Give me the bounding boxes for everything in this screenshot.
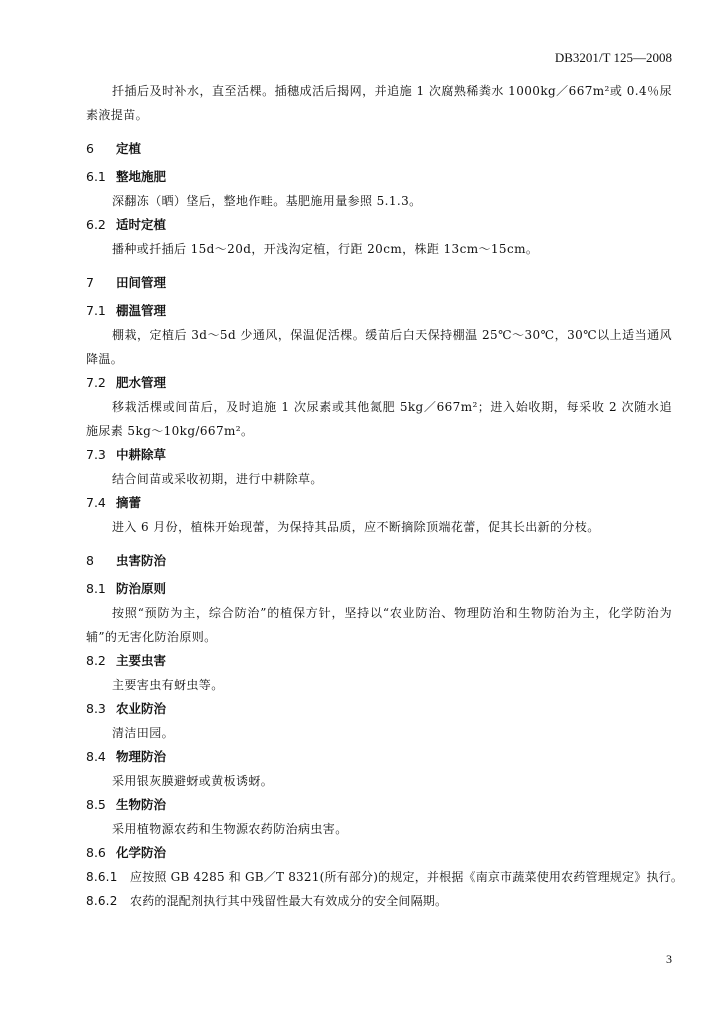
subsection-number: 8.1 [86,581,106,596]
section-number: 8 [86,553,94,568]
page-number: 3 [666,952,672,966]
subsection-6-2-heading [86,213,672,237]
subsection-8-5-heading [86,793,672,817]
subsection-7-1-text: 棚栽，定植后 3d～5d 少通风，保温促活棵。缓苗后白天保持棚温 25℃～30℃，30℃以上适当通风降温。 [86,328,672,366]
subsection-title: 防治原则 [116,581,167,596]
subsection-title: 适时定植 [116,217,167,232]
subsection-7-3-text: 结合间苗或采收初期，进行中耕除草。 [112,472,323,486]
section-title: 虫害防治 [116,553,167,568]
subsection-number: 8.2 [86,653,106,668]
subsection-8-5-text: 采用植物源农药和生物源农药防治病虫害。 [112,822,348,836]
subsection-7-3-heading [86,443,672,467]
subsection-title: 物理防治 [116,749,167,764]
subsection-number: 6.2 [86,217,106,232]
subsection-title: 棚温管理 [116,303,167,318]
subsection-number: 6.1 [86,169,106,184]
subsection-title: 农业防治 [116,701,167,716]
section-8-heading [86,549,672,573]
section-6-heading [86,137,672,161]
intro-paragraph: 扦插后及时补水，直至活棵。插穗成活后揭网，并追施 1 次腐熟稀粪水 1000kg／667m²或 0.4％尿素液提苗。 [86,84,672,122]
subsection-7-4-text: 进入 6 月份，植株开始现蕾，为保持其品质，应不断摘除顶端花蕾，促其长出新的分枝。 [112,520,600,534]
section-title: 田间管理 [116,275,167,290]
subsection-7-2-heading [86,371,672,395]
subsection-8-3-text: 清洁田园。 [112,726,175,740]
document-body [86,79,684,913]
section-title: 定植 [116,141,142,156]
subsection-number: 8.6 [86,845,106,860]
subsection-8-6-heading [86,841,672,865]
subsection-8-3-heading [86,697,672,721]
subsection-title: 中耕除草 [116,447,167,462]
subsection-8-2-heading [86,649,672,673]
subsection-6-1-text: 深翻冻（晒）垡后，整地作畦。基肥施用量参照 5.1.3。 [112,194,422,208]
clause-number: 8.6.1 [86,870,118,884]
clause-text: 应按照 GB 4285 和 GB／T 8321(所有部分)的规定，并根据《南京市蔬菜使用农药管理规定》执行。 [130,870,684,884]
document-code: DB3201/T 125—2008 [554,50,672,65]
subsection-8-4-heading [86,745,672,769]
subsection-7-4-heading [86,491,672,515]
subsection-title: 摘蕾 [116,495,142,510]
subsection-title: 整地施肥 [116,169,167,184]
subsection-8-1-text: 按照“预防为主，综合防治”的植保方针，坚持以“农业防治、物理防治和生物防治为主，化学防治为辅”的无害化防治原则。 [86,606,672,644]
subsection-title: 生物防治 [116,797,167,812]
subsection-8-1-heading [86,577,672,601]
subsection-number: 8.4 [86,749,106,764]
subsection-title: 化学防治 [116,845,167,860]
subsection-8-2-text: 主要害虫有蚜虫等。 [112,678,224,692]
clause-number: 8.6.2 [86,894,118,908]
clause-8-6-2 [86,889,672,913]
subsection-6-1-heading [86,165,672,189]
subsection-number: 7.2 [86,375,106,390]
subsection-title: 主要虫害 [116,653,167,668]
subsection-title: 肥水管理 [116,375,167,390]
subsection-8-4-text: 采用银灰膜避蚜或黄板诱蚜。 [112,774,274,788]
subsection-number: 8.5 [86,797,106,812]
section-number: 7 [86,275,94,290]
subsection-number: 7.1 [86,303,106,318]
subsection-number: 7.3 [86,447,106,462]
section-number: 6 [86,141,94,156]
subsection-number: 7.4 [86,495,106,510]
clause-text: 农药的混配剂执行其中残留性最大有效成分的安全间隔期。 [130,894,448,908]
clause-8-6-1 [86,865,684,889]
subsection-7-1-heading [86,299,672,323]
subsection-6-2-text: 播种或扦插后 15d～20d，开浅沟定植，行距 20cm，株距 13cm～15cm。 [112,242,539,256]
section-7-heading [86,271,672,295]
subsection-7-2-text: 移栽活棵或间苗后，及时追施 1 次尿素或其他氮肥 5kg／667m²；进入始收期，每采收 2 次随水追施尿素 5kg～10kg/667m²。 [86,400,672,438]
subsection-number: 8.3 [86,701,106,716]
